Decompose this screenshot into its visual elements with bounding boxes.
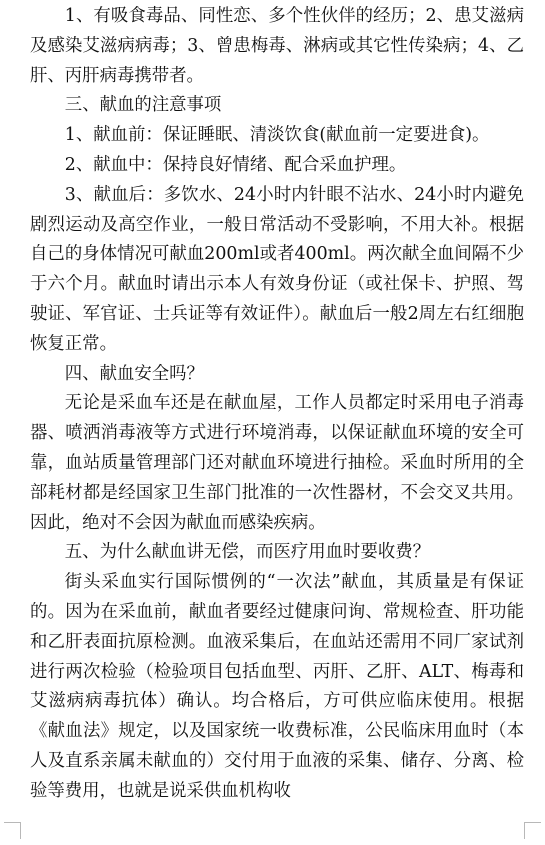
paragraph-donation-safety: 无论是采血车还是在献血屋，工作人员都定时采用电子消毒器、喷洒消毒液等方式进行环境消毒，以保证献血环境的安全可靠，血站质量管理部门还对献血环境进行抽检。采血时所用的全部耗材都是经国家卫生部门批准的一次性器材，不会交叉共用。因此，绝对不会因为献血而感染疾病。: [30, 393, 524, 533]
page-corner-mark-right: [524, 822, 541, 839]
page-corner-mark-left: [4, 822, 21, 839]
heading-why-unpaid: 五、为什么献血讲无偿，而医疗用血时要收费？: [64, 542, 431, 563]
paragraph-during-donation: 2、献血中：保持良好情绪、配合采血护理。: [64, 154, 407, 175]
paragraph-after-donation: 3、献血后：多饮水、24小时内针眼不沾水、24小时内避免剧烈运动及高空作业，一般日常活动不受影响，不用大补。根据自己的身体情况可献血200ml或者400ml。两次献全血间隔不少于六个月。献血时请出示本人有效身份证（或社保卡、护照、驾驶证、军官证、士兵证等有效证件）。献血后一般2周左右红细胞恢复正常。: [30, 184, 524, 354]
paragraph-before-donation: 1、献血前：保证睡眠、清淡饮食(献血前一定要进食)。: [64, 125, 490, 146]
paragraph-why-unpaid: 街头采血实行国际惯例的“一次法”献血，其质量是有保证的。因为在采血前，献血者要经过健康问询、常规检查、肝功能和乙肝表面抗原检测。血液采集后，在血站还需用不同厂家试剂进行两次检验（检验项目包括血型、丙肝、乙肝、ALT、梅毒和艾滋病病毒抗体）确认。均合格后，方可供应临床使用。根据《献血法》规定，以及国家统一收费标准，公民临床用血时（本人及直系亲属未献血的）交付用于血液的采集、储存、分离、检验等费用，也就是说采供血机构收: [30, 572, 524, 801]
heading-donation-safety: 四、献血安全吗？: [64, 363, 204, 384]
paragraph-high-risk-behaviors: 1、有吸食毒品、同性恋、多个性伙伴的经历；2、患艾滋病及感染艾滋病病毒；3、曾患梅毒、淋病或其它性传染病；4、乙肝、丙肝病毒携带者。: [30, 6, 524, 86]
document-body: [30, 2, 524, 807]
heading-donation-precautions: 三、献血的注意事项: [64, 95, 222, 116]
